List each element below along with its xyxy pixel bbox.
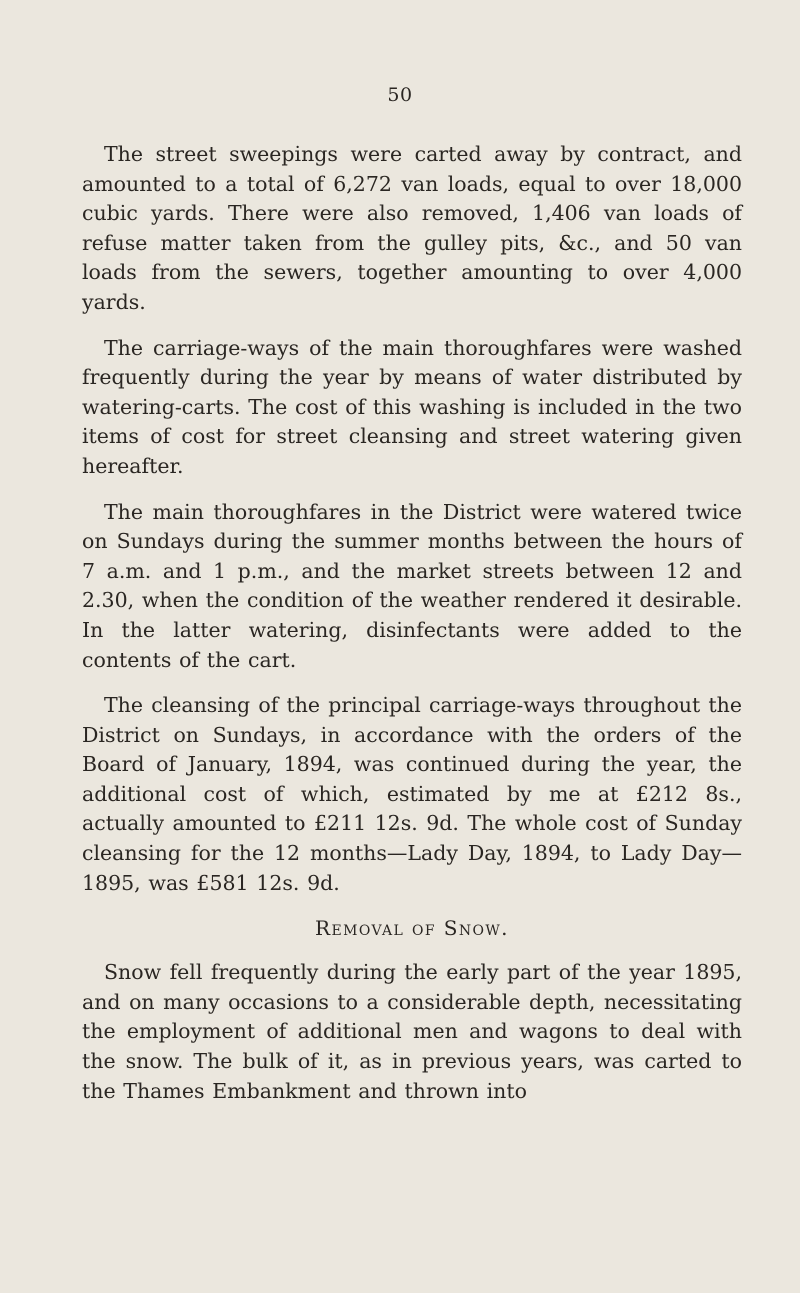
paragraph-street-sweepings: The street sweepings were carted away by contract, and amounted to a total of 6,272 van loads, equal to over 18,000 cubic yards. There were also removed, 1,406 van loads of refuse matter taken from the gulley pits, &c., and 50 van loads from the sewers, together amounting to over 4,000 yards. [82,142,742,314]
section-heading-removal-of-snow: Removal of Snow. [315,916,509,941]
body-text [82,140,742,1122]
paragraph-carriage-ways-washing: The carriage-ways of the main thoroughfares were washed frequently during the year by means of water distributed by watering-carts. The cost of this washing is included in the two items of cost for street cleansing and street watering given hereafter. [82,335,743,478]
page-number: 50 [387,84,413,106]
paragraph-sunday-watering: The main thoroughfares in the District were watered twice on Sundays during the summer months between the hours of 7 a.m. and 1 p.m., and the market streets between 12 and 2.30, when the condition of the weather rendered it desirable. In the latter watering, disinfectants were added to the contents of the cart. [82,499,743,672]
paragraph-sunday-cleansing: The cleansing of the principal carriage-ways throughout the District on Sundays, in accordance with the orders of the Board of January, 1894, was continued during the year, the additional cost of which, estimated by me at £212 8s., actually amounted to £211 12s. 9d. The whole cost of Sunday cleansing for the 12 months—Lady Day, 1894, to Lady Day—1895, was £581 12s. 9d. [82,693,742,895]
paragraph-snow-removal: Snow fell frequently during the early part of the year 1895, and on many occasions to a considerable depth, necessitating the employment of additional men and wagons to deal with the snow. The bulk of it, as in previous years, was carted to the Thames Embankment and thrown into [82,960,742,1103]
